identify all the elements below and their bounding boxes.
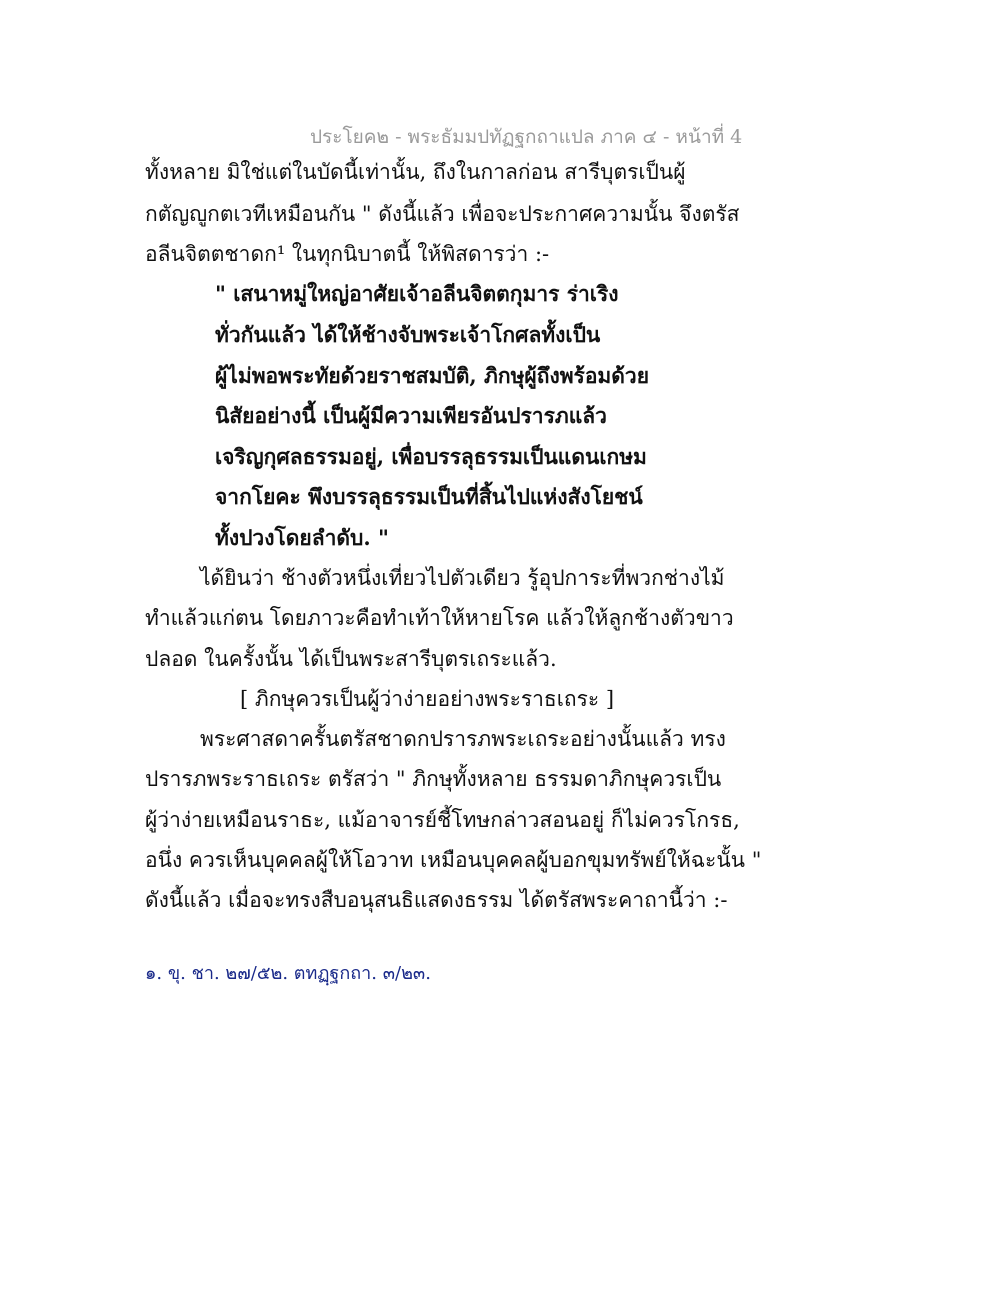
paragraph-line: ปรารภพระราธเถระ ตรัสว่า " ภิกษุทั้งหลาย ธรรมดาภิกษุควรเป็น — [145, 767, 722, 791]
paragraph-line: อลีนจิตตชาดก¹ ในทุกนิบาตนี้ ให้พิสดารว่า :- — [145, 242, 550, 266]
paragraph-line: พระศาสดาครั้นตรัสชาดกปรารภพระเถระอย่างนั้นแล้ว ทรง — [200, 727, 726, 751]
section-heading: [ ภิกษุควรเป็นผู้ว่าง่ายอย่างพระราธเถระ ] — [240, 687, 615, 711]
verse-line: นิสัยอย่างนี้ เป็นผู้มีความเพียรอันปรารภแล้ว — [215, 403, 607, 428]
paragraph-line: ทั้งหลาย มิใช่แต่ในบัดนี้เท่านั้น, ถึงในกาลก่อน สารีบุตรเป็นผู้ — [145, 160, 686, 184]
paragraph-line: ปลอด ในครั้งนั้น ได้เป็นพระสารีบุตรเถระแล้ว. — [145, 647, 557, 671]
verse-line: จากโยคะ พึงบรรลุธรรมเป็นที่สิ้นไปแห่งสังโยชน์ — [215, 484, 643, 509]
verse-line: ผู้ไม่พอพระทัยด้วยราชสมบัติ, ภิกษุผู้ถึงพร้อมด้วย — [215, 363, 650, 388]
paragraph-line: ได้ยินว่า ช้างตัวหนึ่งเที่ยวไปตัวเดียว รู้อุปการะที่พวกช่างไม้ — [200, 566, 725, 590]
page-header: ประโยค๒ - พระธัมมปทัฏฐกถาแปล ภาค ๔ - หน้าที่ 4 — [310, 126, 743, 148]
paragraph-line: อนึ่ง ควรเห็นบุคคลผู้ให้โอวาท เหมือนบุคคลผู้บอกขุมทรัพย์ให้ฉะนั้น " — [145, 848, 762, 872]
paragraph-line: ดังนี้แล้ว เมื่อจะทรงสืบอนุสนธิแสดงธรรม ได้ตรัสพระคาถานี้ว่า :- — [145, 888, 728, 912]
verse-line: ทั่วกันแล้ว ได้ให้ช้างจับพระเจ้าโกศลทั้งเป็น — [215, 322, 601, 347]
paragraph-line: ทำแล้วแก่ตน โดยภาวะคือทำเท้าให้หายโรค แล้วให้ลูกช้างตัวขาว — [145, 606, 734, 630]
footnote: ๑. ขุ. ชา. ๒๗/๕๒. ตทฏฺฐกถา. ๓/๒๓. — [145, 963, 431, 984]
verse-line: ทั้งปวงโดยลำดับ. " — [215, 525, 389, 550]
verse-line: เจริญกุศลธรรมอยู่, เพื่อบรรลุธรรมเป็นแดนเกษม — [215, 444, 647, 469]
paragraph-line: ผู้ว่าง่ายเหมือนราธะ, แม้อาจารย์ชี้โทษกล่าวสอนอยู่ ก็ไม่ควรโกรธ, — [145, 808, 740, 832]
paragraph-line: กตัญญูกตเวทีเหมือนกัน " ดังนี้แล้ว เพื่อจะประกาศความนั้น จึงตรัส — [145, 202, 740, 226]
verse-line: " เสนาหมู่ใหญ่อาศัยเจ้าอลีนจิตตกุมาร ร่าเริง — [215, 281, 619, 306]
